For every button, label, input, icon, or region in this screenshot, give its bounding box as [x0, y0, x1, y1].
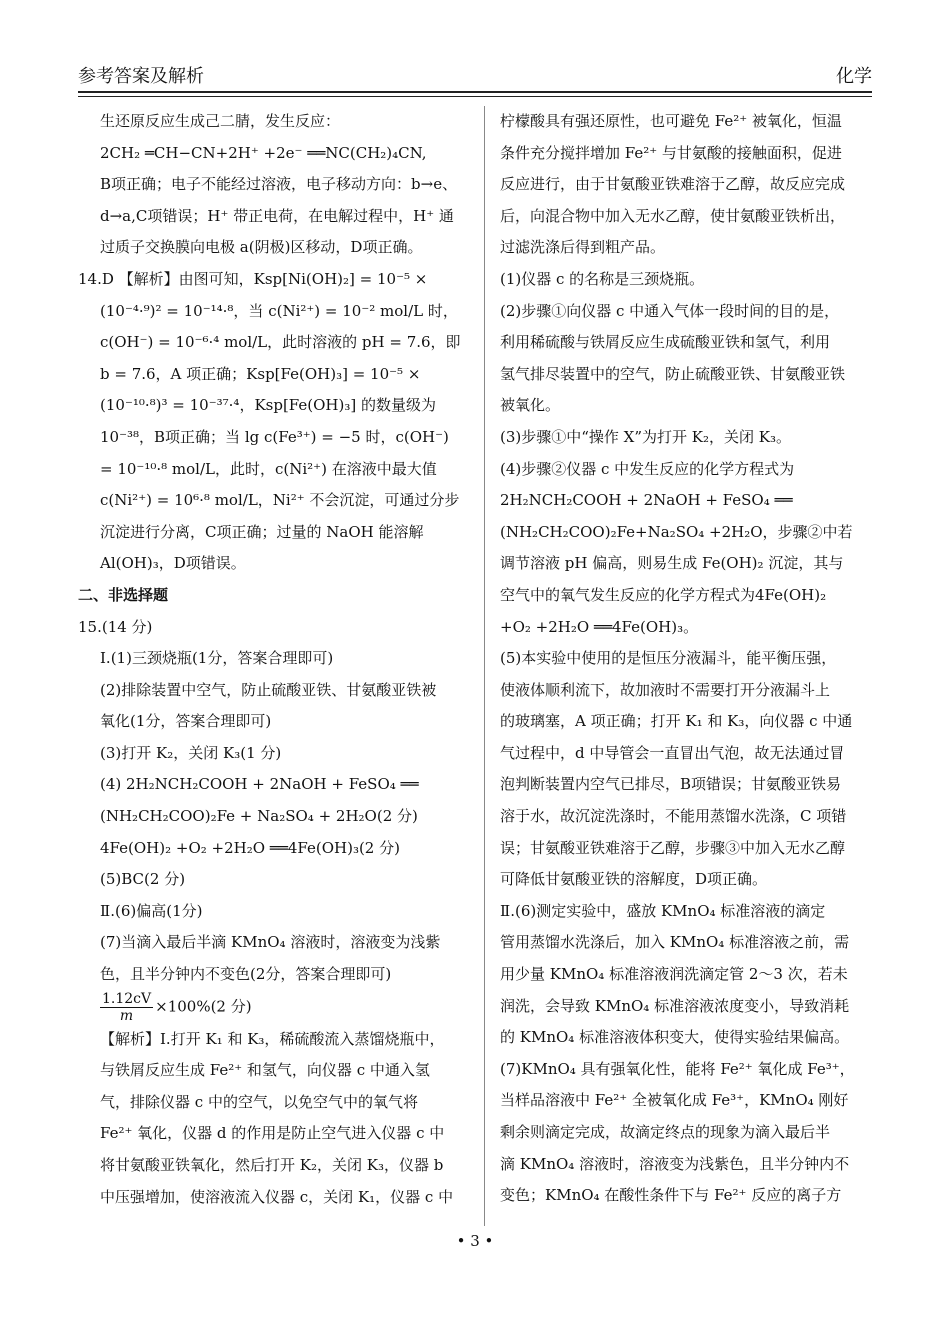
text-line: 利用稀硫酸与铁屑反应生成硫酸亚铁和氢气，利用 [500, 333, 831, 352]
text-line: B项正确；电子不能经过溶液，电子移动方向：b→e、 [100, 175, 458, 194]
text-line: 过滤洗涤后得到粗产品。 [500, 238, 666, 257]
question-14-line: 14.D 【解析】由图可知，Ksp[Ni(OH)₂] = 10⁻⁵ × [78, 269, 428, 288]
header-title: 参考答案及解析 [78, 66, 204, 87]
text-line: (4) 2H₂NCH₂COOH + 2NaOH + FeSO₄ ══ [100, 775, 419, 794]
text-line: (3)步骤①中“操作 X”为打开 K₂，关闭 K₃。 [500, 427, 792, 446]
fraction-suffix: ×100%(2 分) [155, 997, 252, 1016]
text-line: (2)步骤①向仪器 c 中通入气体一段时间的目的是， [500, 301, 840, 320]
text-line: 色，且半分钟内不变色(2分，答案合理即可) [100, 965, 392, 984]
text-line: 将甘氨酸亚铁氧化，然后打开 K₂，关闭 K₃，仪器 b [100, 1156, 444, 1174]
fraction [100, 991, 153, 1024]
text-line: 反应进行，由于甘氨酸亚铁难溶于乙醇，故反应完成 [500, 175, 846, 194]
text-line: 沉淀进行分离，C项正确；过量的 NaOH 能溶解 [100, 522, 424, 541]
fraction-line [100, 991, 472, 1024]
text-line: 条件充分搅拌增加 Fe²⁺ 与甘氨酸的接触面积，促进 [500, 143, 842, 162]
text-line: 4Fe(OH)₂ +O₂ +2H₂O ══4Fe(OH)₃(2 分) [100, 838, 400, 857]
text-line: (2)排除装置中空气，防止硫酸亚铁、甘氨酸亚铁被 [100, 680, 437, 699]
right-column [500, 106, 872, 1212]
text-line: 使液体顺利流下，故加液时不需要打开分液漏斗上 [500, 680, 831, 699]
text-line: (7)当滴入最后半滴 KMnO₄ 溶液时，溶液变为浅紫 [100, 933, 441, 952]
text-line: 被氧化。 [500, 396, 561, 415]
text-line: 2H₂NCH₂COOH + 2NaOH + FeSO₄ ══ [500, 491, 793, 510]
text-line: (4)步骤②仪器 c 中发生反应的化学方程式为 [500, 459, 795, 478]
text-line: Ⅰ.(1)三颈烧瓶(1分，答案合理即可) [100, 649, 334, 668]
header-rule-thin [78, 96, 872, 97]
text-line: 过质子交换膜向电极 a(阴极)区移动，D项正确。 [100, 238, 423, 257]
text-line: (10⁻⁴·⁹)² = 10⁻¹⁴·⁸，当 c(Ni²⁺) = 10⁻² mol/L 时， [100, 301, 458, 320]
text-line: 润洗，会导致 KMnO₄ 标准溶液浓度变小，导致消耗 [500, 996, 850, 1015]
text-line: 柠檬酸具有强还原性，也可避免 Fe²⁺ 被氧化，恒温 [500, 112, 842, 130]
text-line: 气过程中，d 中导管会一直冒出气泡，故无法通过冒 [500, 743, 845, 762]
text-line: (3)打开 K₂，关闭 K₃(1 分) [100, 743, 282, 762]
text-line: 2CH₂ ═CH−CN+2H⁺ +2e⁻ ══NC(CH₂)₄CN, [100, 143, 427, 162]
text-line: 生还原反应生成己二腈，发生反应： [100, 112, 341, 130]
text-line: 的玻璃塞，A 项正确；打开 K₁ 和 K₃，向仪器 c 中通 [500, 712, 853, 731]
text-line: (7)KMnO₄ 具有强氧化性，能将 Fe²⁺ 氧化成 Fe³⁺， [500, 1059, 855, 1078]
section-heading: 二、非选择题 [78, 585, 169, 604]
text-line: Fe²⁺ 氧化，仪器 d 的作用是防止空气进入仪器 c 中 [100, 1124, 445, 1143]
fraction-numerator: 1.12cV [102, 990, 152, 1007]
text-line: 后，向混合物中加入无水乙醇，使甘氨酸亚铁析出， [500, 206, 846, 225]
text-line: 调节溶液 pH 偏高，则易生成 Fe(OH)₂ 沉淀，其与 [500, 554, 844, 573]
header-rule-thick [78, 91, 872, 93]
text-line: (NH₂CH₂COO)₂Fe+Na₂SO₄ +2H₂O，步骤②中若 [500, 522, 853, 541]
text-line: 气，排除仪器 c 中的空气，以免空气中的氧气将 [100, 1092, 418, 1111]
text-line: 滴 KMnO₄ 溶液时，溶液变为浅紫色，且半分钟内不 [500, 1154, 850, 1173]
text-line: +O₂ +2H₂O ══4Fe(OH)₃。 [500, 617, 699, 636]
text-line: 空气中的氧气发生反应的化学方程式为4Fe(OH)₂ [500, 585, 827, 604]
text-line: d→a,C项错误；H⁺ 带正电荷，在电解过程中，H⁺ 通 [100, 206, 454, 225]
text-line: 中压强增加，使溶液流入仪器 c，关闭 K₁，仪器 c 中 [100, 1187, 454, 1206]
page-header [78, 58, 872, 88]
text-line: Ⅱ.(6)偏高(1分) [100, 901, 203, 920]
fraction-denominator: m [119, 1007, 134, 1024]
text-line: 【解析】Ⅰ.打开 K₁ 和 K₃，稀硫酸流入蒸馏烧瓶中， [100, 1029, 445, 1048]
text-line: Al(OH)₃，D项错误。 [100, 554, 246, 573]
column-divider [484, 106, 485, 1226]
page-number: • 3 • [456, 1232, 494, 1250]
text-line: 氧化(1分，答案合理即可) [100, 712, 272, 731]
text-line: 氢气排尽装置中的空气，防止硫酸亚铁、甘氨酸亚铁 [500, 364, 846, 383]
text-line: 剩余则滴定完成，故滴定终点的现象为滴入最后半 [500, 1123, 831, 1141]
text-line: 溶于水，故沉淀洗涤时，不能用蒸馏水洗涤，C 项错 [500, 807, 847, 826]
text-line: 10⁻³⁸，B项正确；当 lg c(Fe³⁺) = −5 时，c(OH⁻) [100, 427, 449, 446]
text-line: (NH₂CH₂COO)₂Fe + Na₂SO₄ + 2H₂O(2 分) [100, 807, 418, 826]
text-line: (5)BC(2 分) [100, 870, 186, 889]
text-line: 的 KMnO₄ 标准溶液体积变大，使得实验结果偏高。 [500, 1028, 850, 1047]
text-line: c(Ni²⁺) = 10⁶·⁸ mol/L，Ni²⁺ 不会沉淀，可通过分步 [100, 491, 460, 510]
text-line: (10⁻¹⁰·⁸)³ = 10⁻³⁷·⁴，Ksp[Fe(OH)₃] 的数量级为 [100, 396, 436, 415]
text-line: 用少量 KMnO₄ 标准溶液润洗滴定管 2～3 次，若未 [500, 965, 848, 984]
text-line: Ⅱ.(6)测定实验中，盛放 KMnO₄ 标准溶液的滴定 [500, 901, 826, 920]
text-line: 管用蒸馏水洗涤后，加入 KMnO₄ 标准溶液之前，需 [500, 933, 850, 952]
header-subject: 化学 [836, 66, 872, 87]
text-line: (1)仪器 c 的名称是三颈烧瓶。 [500, 269, 705, 288]
text-line: b = 7.6，A 项正确；Ksp[Fe(OH)₃] = 10⁻⁵ × [100, 364, 421, 383]
text-line: 变色；KMnO₄ 在酸性条件下与 Fe²⁺ 反应的离子方 [500, 1186, 842, 1205]
question-15-line: 15.(14 分) [78, 617, 153, 636]
text-line: 泡判断装置内空气已排尽，B项错误；甘氨酸亚铁易 [500, 775, 842, 794]
text-line: 当样品溶液中 Fe²⁺ 全被氧化成 Fe³⁺，KMnO₄ 刚好 [500, 1091, 849, 1110]
text-line: = 10⁻¹⁰·⁸ mol/L，此时，c(Ni²⁺) 在溶液中最大值 [100, 459, 437, 478]
text-line: 可降低甘氨酸亚铁的溶解度，D项正确。 [500, 870, 768, 889]
text-line: (5)本实验中使用的是恒压分液漏斗，能平衡压强， [500, 649, 837, 668]
text-line: 误；甘氨酸亚铁难溶于乙醇，步骤③中加入无水乙醇 [500, 838, 846, 857]
text-line: 与铁屑反应生成 Fe²⁺ 和氢气，向仪器 c 中通入氢 [100, 1061, 430, 1080]
left-column [78, 106, 472, 1213]
text-line: c(OH⁻) = 10⁻⁶·⁴ mol/L，此时溶液的 pH = 7.6，即 [100, 333, 461, 352]
